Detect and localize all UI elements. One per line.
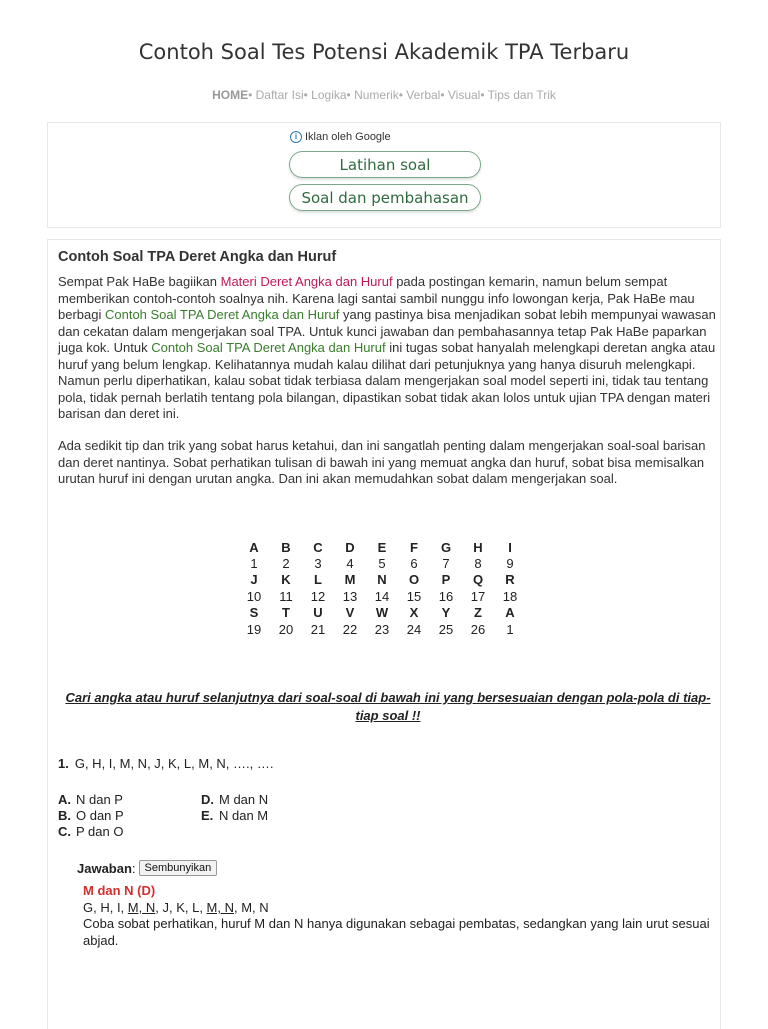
option-key: C. xyxy=(58,824,71,839)
ad-button-soal-dan-pembahasan[interactable]: Soal dan pembahasan xyxy=(289,184,481,211)
nav-verbal[interactable]: • Verbal xyxy=(398,88,441,102)
table-cell: C xyxy=(313,539,323,555)
alphabet-number-table xyxy=(238,539,526,637)
instruction-text: Cari angka atau huruf selanjutnya dari soal-soal di bawah ini yang bersesuaian dengan pola-pola di tiap-tiap soal !! xyxy=(65,690,711,723)
table-cell: U xyxy=(313,605,323,621)
table-cell: Q xyxy=(472,572,484,588)
table-cell: 19 xyxy=(246,621,262,637)
option-c xyxy=(58,824,123,839)
answer-label: Jawaban: xyxy=(77,860,136,876)
table-cell: 5 xyxy=(378,556,386,572)
answer-explanation: Coba sobat perhatikan, huruf M dan N hanya digunakan sebagai pembatas, sedangkan yang lain urut sesuai abjad. xyxy=(83,916,710,948)
table-cell: O xyxy=(408,572,420,588)
table-cell: F xyxy=(410,539,418,555)
table-cell: 12 xyxy=(310,588,326,604)
table-cell: P xyxy=(441,572,451,588)
answer-result: M dan N (D) xyxy=(83,883,156,898)
table-cell: N xyxy=(377,572,387,588)
option-e xyxy=(201,808,268,823)
option-text: M dan N xyxy=(219,792,269,807)
table-cell: 25 xyxy=(438,621,454,637)
option-text: N dan M xyxy=(219,808,269,823)
question-text: G, H, I, M, N, J, K, L, M, N, …., …. xyxy=(74,756,274,771)
intro-text-4: ini tugas sobat hanyalah melengkapi deretan angka atau huruf yang belum lengkap. Kelihatannya mudah kalau dilihat dari petunjuknya yang hanya disuruh melengkapi. Namun perlu diperhatikan, kalau sobat tidak terbiasa dalam mengerjakan soal model seperti ini, tidak tau tentang pola, tidak pernah berlatih tentang pola bilangan, dipastikan sobat tidak akan lolos untuk ujian TPA dengan materi barisan dan deret ini. xyxy=(58,340,716,421)
tips-paragraph: Ada sedikit tip dan trik yang sobat harus ketahui, dan ini sangatlah penting dalam mengerjakan soal-soal barisan dan deret nantinya. Sobat perhatikan tulisan di bawah ini yang memuat angka dan huruf, sobat bisa memisalkan urutan huruf ini dengan urutan angka. Dan ini akan memudahkan sobat dalam mengerjakan soal. xyxy=(58,438,706,486)
link-contoh-soal-1[interactable]: Contoh Soal TPA Deret Angka dan Huruf xyxy=(104,307,340,322)
nav-numerik[interactable]: • Numerik xyxy=(346,88,399,102)
option-b xyxy=(58,808,124,823)
ad-button-latihan-soal[interactable]: Latihan soal xyxy=(289,151,481,178)
nav-home[interactable]: HOME xyxy=(212,88,249,102)
table-cell: 16 xyxy=(438,588,454,604)
table-cell: 20 xyxy=(278,621,294,637)
table-cell: K xyxy=(281,572,291,588)
table-cell: T xyxy=(282,605,290,621)
table-row xyxy=(238,555,526,571)
table-cell: 18 xyxy=(502,588,518,604)
option-d xyxy=(201,792,268,807)
table-cell: A xyxy=(505,605,515,621)
table-cell: V xyxy=(345,605,355,621)
table-cell: 9 xyxy=(506,556,514,572)
table-cell: E xyxy=(377,539,387,555)
top-navigation xyxy=(0,88,768,102)
option-key: B. xyxy=(58,808,71,823)
answer-sequence: G, H, I, M, N, J, K, L, M, N, M, N xyxy=(83,900,269,915)
nav-visual[interactable]: • Visual xyxy=(440,88,481,102)
table-row xyxy=(238,539,526,555)
table-cell: 13 xyxy=(342,588,358,604)
table-cell: 2 xyxy=(282,556,290,572)
table-cell: 11 xyxy=(279,588,293,604)
table-cell: 26 xyxy=(470,621,486,637)
table-cell: 10 xyxy=(246,588,262,604)
intro-paragraph xyxy=(58,274,718,423)
table-cell: D xyxy=(345,539,355,555)
intro-text-1: Sempat Pak HaBe bagiikan xyxy=(58,274,221,289)
table-cell: 8 xyxy=(474,556,482,572)
table-cell: 1 xyxy=(506,621,514,637)
table-cell: R xyxy=(505,572,515,588)
table-cell: 15 xyxy=(406,588,422,604)
table-cell: H xyxy=(473,539,483,555)
site-title[interactable]: Contoh Soal Tes Potensi Akademik TPA Terbaru xyxy=(138,40,630,64)
option-key: D. xyxy=(201,792,214,807)
link-contoh-soal-2[interactable]: Contoh Soal TPA Deret Angka dan Huruf xyxy=(151,340,386,355)
hide-answer-button[interactable]: Sembunyikan xyxy=(139,860,218,876)
ad-label[interactable] xyxy=(290,131,391,143)
intro-text-2: pada postingan kemarin, namun belum sempat memberikan contoh-contoh soalnya nih. Karena lagi santai sambil nunggu info lowongan kerja, Pak HaBe mau berbagi xyxy=(58,274,695,322)
intro-text-3: yang pastinya bisa menjadikan sobat lebih mempunyai wawasan dan cekatan dalam mengerjakan soal TPA. Untuk kunci jawaban dan pembahasannya tetap Pak HaBe paparkan juga kok. Untuk xyxy=(58,307,716,355)
table-cell: Y xyxy=(441,605,451,621)
table-cell: 21 xyxy=(310,621,326,637)
table-cell: M xyxy=(344,572,356,588)
table-row xyxy=(238,621,526,637)
question-1 xyxy=(58,756,273,771)
table-cell: 1 xyxy=(250,556,258,572)
option-key: E. xyxy=(201,808,214,823)
table-row xyxy=(238,605,526,621)
table-cell: G xyxy=(440,539,452,555)
table-cell: Z xyxy=(474,605,482,621)
table-cell: A xyxy=(249,539,259,555)
nav-daftar-isi[interactable]: • Daftar Isi xyxy=(248,88,304,102)
table-cell: S xyxy=(249,605,259,621)
post-title: Contoh Soal TPA Deret Angka dan Huruf xyxy=(58,249,337,265)
table-cell: 24 xyxy=(406,621,422,637)
table-cell: 6 xyxy=(410,556,418,572)
answer-row xyxy=(77,860,217,876)
option-text: P dan O xyxy=(76,824,124,839)
option-text: O dan P xyxy=(76,808,124,823)
table-row xyxy=(238,588,526,604)
table-cell: 17 xyxy=(470,588,486,604)
table-cell: 23 xyxy=(374,621,390,637)
nav-tips-dan-trik[interactable]: • Tips dan Trik xyxy=(480,88,556,102)
link-materi-deret[interactable]: Materi Deret Angka dan Huruf xyxy=(220,274,393,289)
table-cell: 14 xyxy=(374,588,390,604)
table-cell: B xyxy=(281,539,291,555)
table-row xyxy=(238,572,526,588)
table-cell: J xyxy=(250,572,258,588)
table-cell: 7 xyxy=(442,556,450,572)
table-cell: 4 xyxy=(346,556,354,572)
table-cell: W xyxy=(375,605,389,621)
table-cell: 3 xyxy=(314,556,322,572)
info-icon[interactable]: i xyxy=(290,131,302,143)
table-cell: L xyxy=(314,572,322,588)
table-cell: I xyxy=(508,539,512,555)
table-cell: X xyxy=(409,605,419,621)
question-number: 1. xyxy=(58,756,69,771)
ad-label-text: Iklan oleh Google xyxy=(305,131,391,143)
option-text: N dan P xyxy=(76,792,123,807)
option-a xyxy=(58,792,123,807)
table-cell: 22 xyxy=(342,621,358,637)
option-key: A. xyxy=(58,792,71,807)
nav-logika[interactable]: • Logika xyxy=(303,88,347,102)
